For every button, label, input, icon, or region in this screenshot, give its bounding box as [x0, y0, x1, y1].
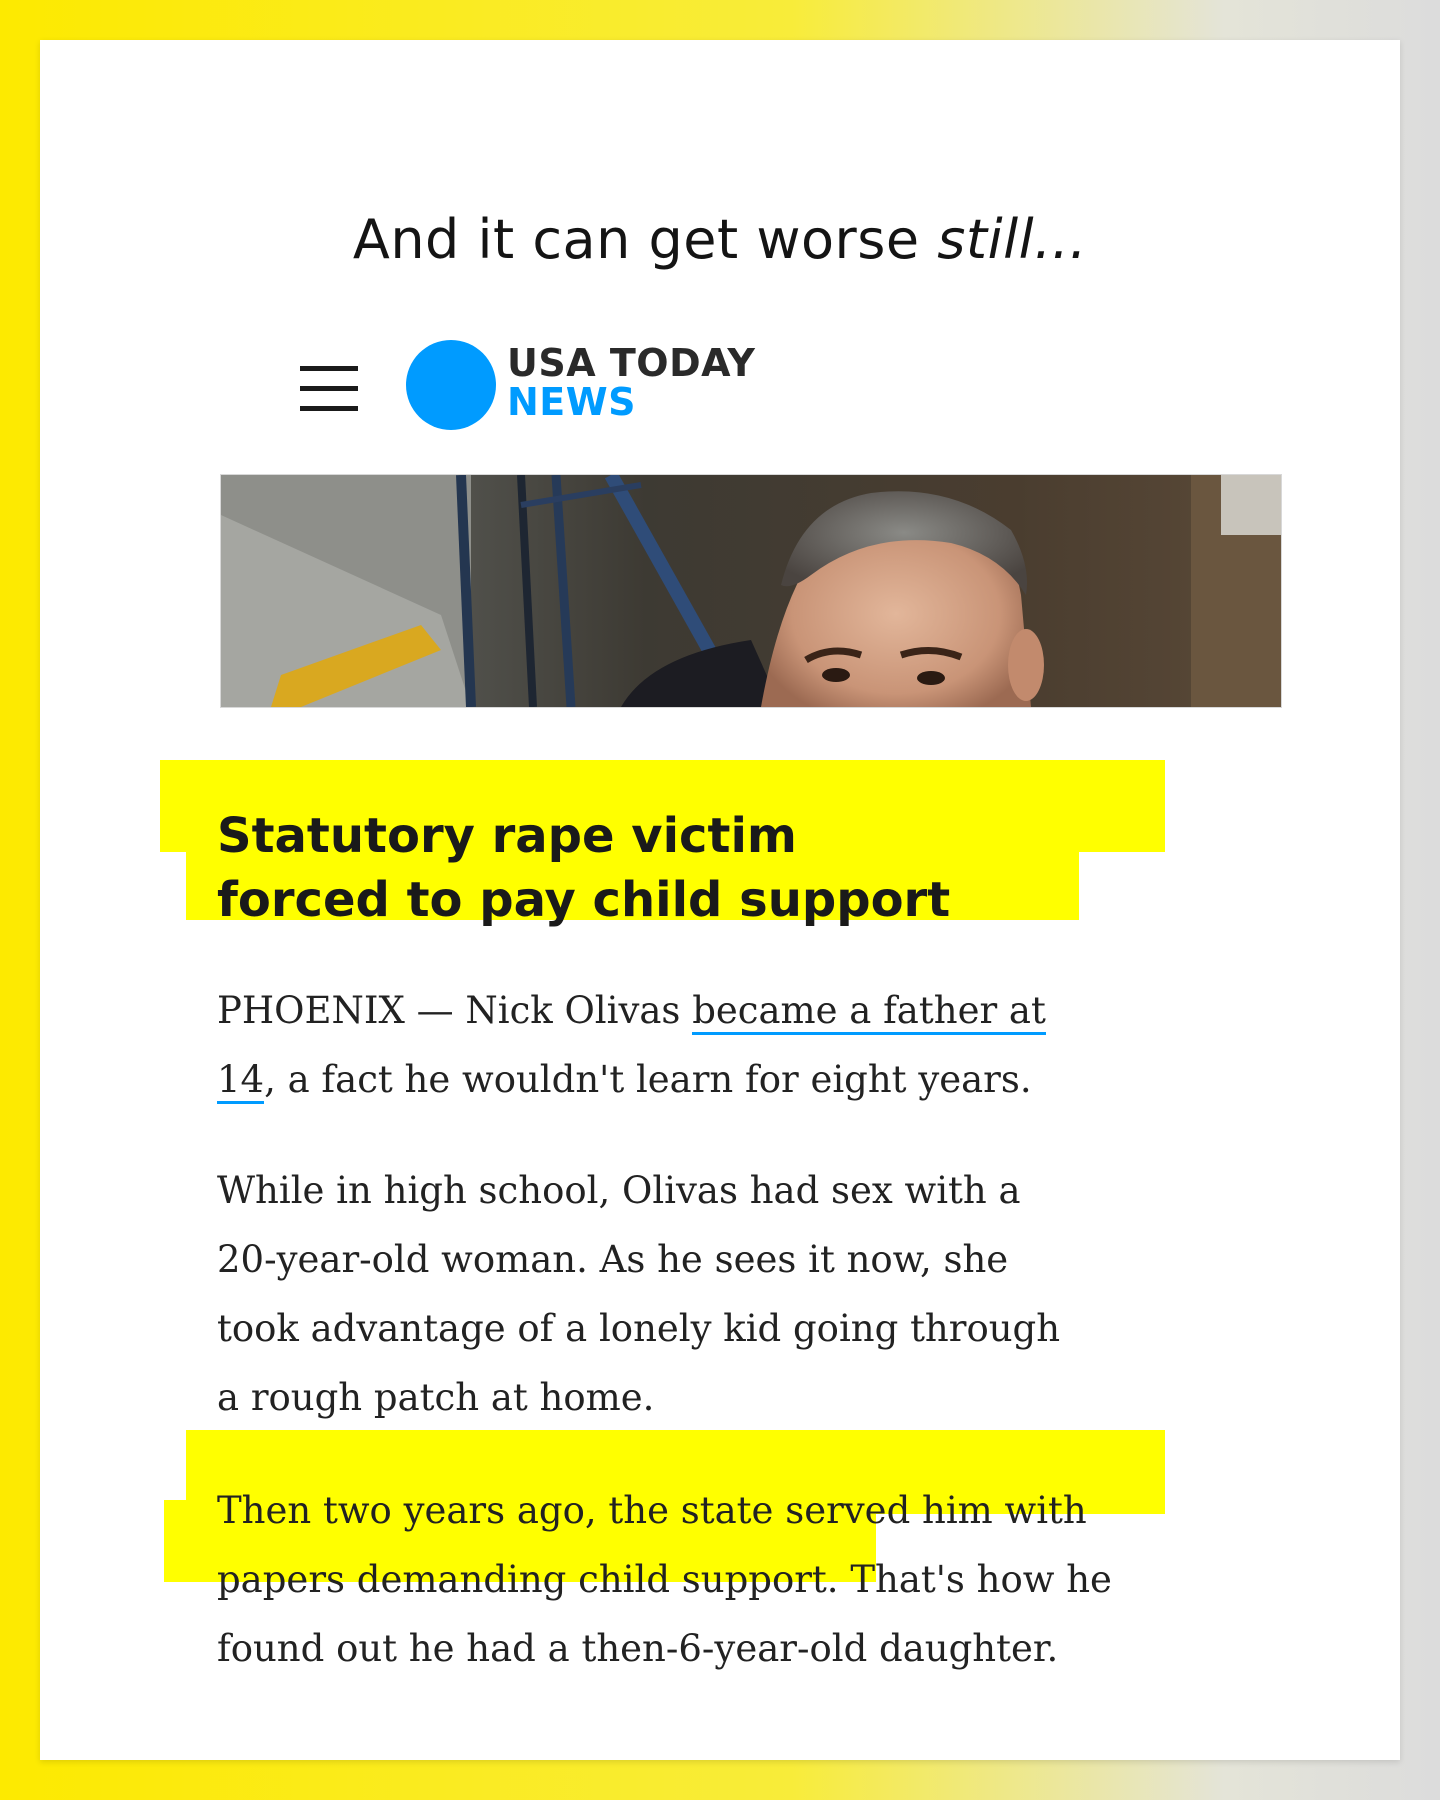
article-paragraph-1	[217, 976, 1197, 1114]
paragraph-2-line-2: 20-year-old woman. As he sees it now, she	[217, 1238, 1009, 1281]
paragraph-3-line-2-rest: That's how he	[838, 1558, 1112, 1601]
article-headline	[217, 804, 950, 932]
caption-emphasis: still...	[937, 208, 1088, 271]
logo-line-1: USA TODAY	[507, 341, 756, 385]
logo-line-2: NEWS	[507, 380, 637, 424]
father-at-14-link[interactable]: became a father at	[692, 989, 1046, 1035]
usa-today-logo[interactable]	[507, 341, 756, 424]
article-paragraph-2	[217, 1156, 1197, 1432]
hamburger-menu-icon[interactable]	[300, 364, 358, 412]
paragraph-2-line-4: a rough patch at home.	[217, 1376, 655, 1419]
paragraph-1-lead: PHOENIX — Nick Olivas	[217, 989, 693, 1032]
headline-line-1: Statutory rape victim	[217, 808, 797, 864]
father-at-14-link-continued[interactable]: 14	[217, 1058, 264, 1104]
usa-today-logo-dot-icon[interactable]	[406, 340, 496, 430]
slide-card	[40, 40, 1400, 1760]
paragraph-3-line-3: found out he had a then-6-year-old daughter.	[217, 1627, 1059, 1670]
paragraph-1-tail: , a fact he wouldn't learn for eight years.	[264, 1058, 1032, 1101]
headline-line-2: forced to pay child support	[217, 872, 951, 928]
slide-caption	[40, 208, 1400, 271]
paragraph-3-highlighted-phrase: papers demanding child support.	[217, 1558, 839, 1601]
paragraph-2-line-3: took advantage of a lonely kid going through	[217, 1307, 1061, 1350]
paragraph-2-line-1: While in high school, Olivas had sex with a	[217, 1169, 1021, 1212]
paragraph-3-line-1: Then two years ago, the state served him with	[217, 1489, 1087, 1532]
hero-photo	[220, 474, 1282, 708]
article-paragraph-3	[217, 1476, 1197, 1683]
caption-text: And it can get worse	[352, 208, 938, 271]
hero-photo-illustration	[221, 475, 1281, 707]
